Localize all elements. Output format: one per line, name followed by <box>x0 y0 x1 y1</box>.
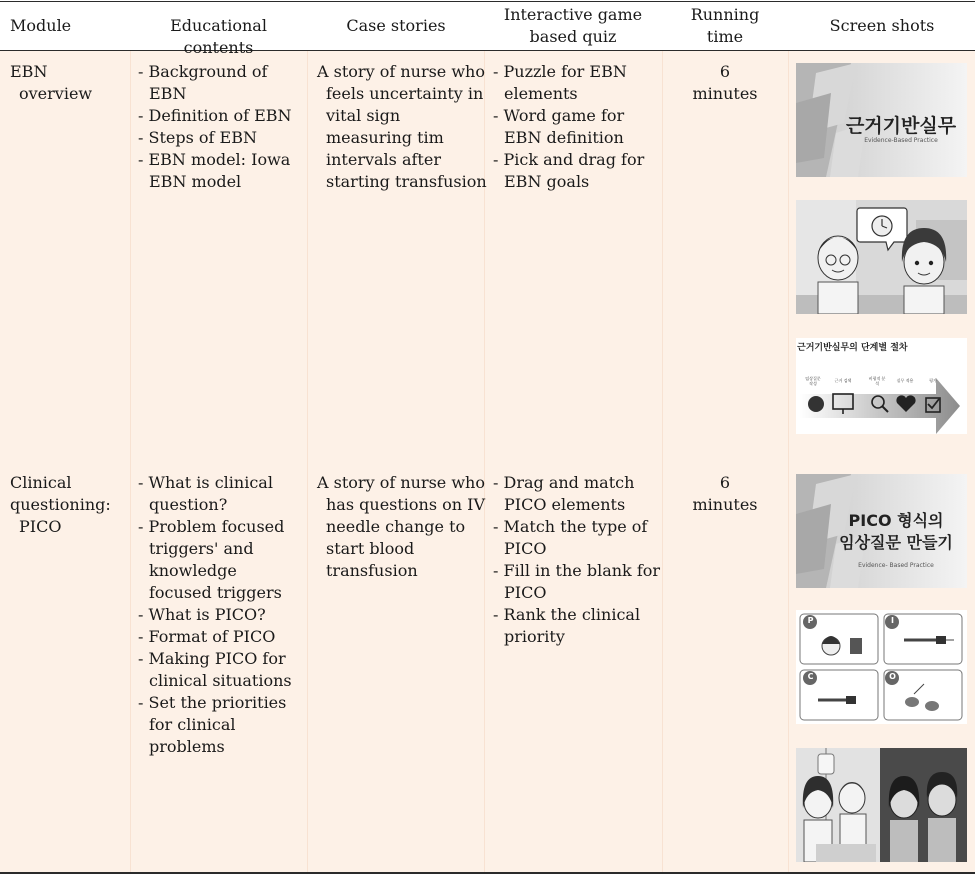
column-separator <box>307 51 308 872</box>
list-item: - Puzzle for EBN elements <box>493 62 627 103</box>
header-case-stories: Case stories <box>346 16 446 35</box>
header-module: Module <box>10 16 72 35</box>
bottom-rule <box>0 872 975 874</box>
pico-letter: O <box>889 672 896 681</box>
screenshot-pico-cartoon <box>796 748 967 862</box>
module-cell: EBN overview <box>10 62 93 103</box>
running-time-cell: 6 minutes <box>692 473 758 514</box>
screenshot-ebn-steps <box>796 338 967 434</box>
step-label: 평가 <box>929 378 937 383</box>
case-story-cell: A story of nurse who has questions on IV needle change to start blood transfusion <box>317 473 486 580</box>
list-item: - Background of EBN <box>138 62 268 103</box>
column-separator <box>788 51 789 872</box>
list-item: - Problem focused triggers' and knowledge focused triggers <box>138 517 285 602</box>
header-quiz: Interactive game based quiz <box>503 5 643 46</box>
slide-subtitle: Evidence- Based Practice <box>858 562 934 569</box>
header-running-time: Running time <box>690 5 760 46</box>
module-cell: Clinical questioning: PICO <box>10 473 111 536</box>
screenshot-pico-panels <box>796 610 967 724</box>
list-item: - Format of PICO <box>138 627 276 646</box>
screenshot-ebn-cartoon <box>796 200 967 314</box>
steps-title: 근거기반실무의 단계별 절차 <box>797 343 908 353</box>
list-item: - Definition of EBN <box>138 106 292 125</box>
quiz-cell <box>493 472 660 648</box>
slide-title: 근거기반실무 <box>845 115 957 137</box>
step-label: 실무 적용 <box>896 378 914 383</box>
quiz-cell <box>493 61 660 193</box>
pico-letter: C <box>807 672 814 681</box>
list-item: - What is clinical question? <box>138 473 273 514</box>
step-label: 근거 검색 <box>834 378 852 383</box>
list-item: - Rank the clinical priority <box>493 605 641 646</box>
screenshot-ebn-title <box>796 63 967 177</box>
educational-contents-cell <box>138 472 304 758</box>
list-item: - Fill in the blank for PICO <box>493 561 661 602</box>
list-item: - Set the priorities for clinical problems <box>138 693 287 756</box>
list-item: - Making PICO for clinical situations <box>138 649 292 690</box>
case-story-cell: A story of nurse who feels uncertainty in vital sign measuring tim intervals after starting transfusion <box>317 62 487 191</box>
list-item: - Pick and drag for EBN goals <box>493 150 645 191</box>
list-item: - Steps of EBN <box>138 128 257 147</box>
pico-letter: P <box>807 616 814 625</box>
step-label: 비평적 분석 <box>868 376 886 386</box>
slide-subtitle: Evidence-Based Practice <box>864 137 938 144</box>
list-item: - Word game for EBN definition <box>493 106 625 147</box>
educational-contents-cell <box>138 61 304 193</box>
list-item: - What is PICO? <box>138 605 266 624</box>
screenshot-pico-title <box>796 474 967 588</box>
top-rule <box>0 1 975 2</box>
header-screen-shots: Screen shots <box>829 16 935 35</box>
column-separator <box>662 51 663 872</box>
running-time-cell: 6 minutes <box>692 62 758 103</box>
column-separator <box>130 51 131 872</box>
list-item: - Drag and match PICO elements <box>493 473 635 514</box>
list-item: - Match the type of PICO <box>493 517 648 558</box>
slide-title: PICO 형식의 임상질문 만들기 <box>839 511 953 552</box>
header-educational-contents: Educational contents <box>170 16 267 57</box>
step-label: 임상질문 작성 <box>805 376 821 386</box>
list-item: - EBN model: Iowa EBN model <box>138 150 291 191</box>
pico-letter: I <box>891 616 894 625</box>
